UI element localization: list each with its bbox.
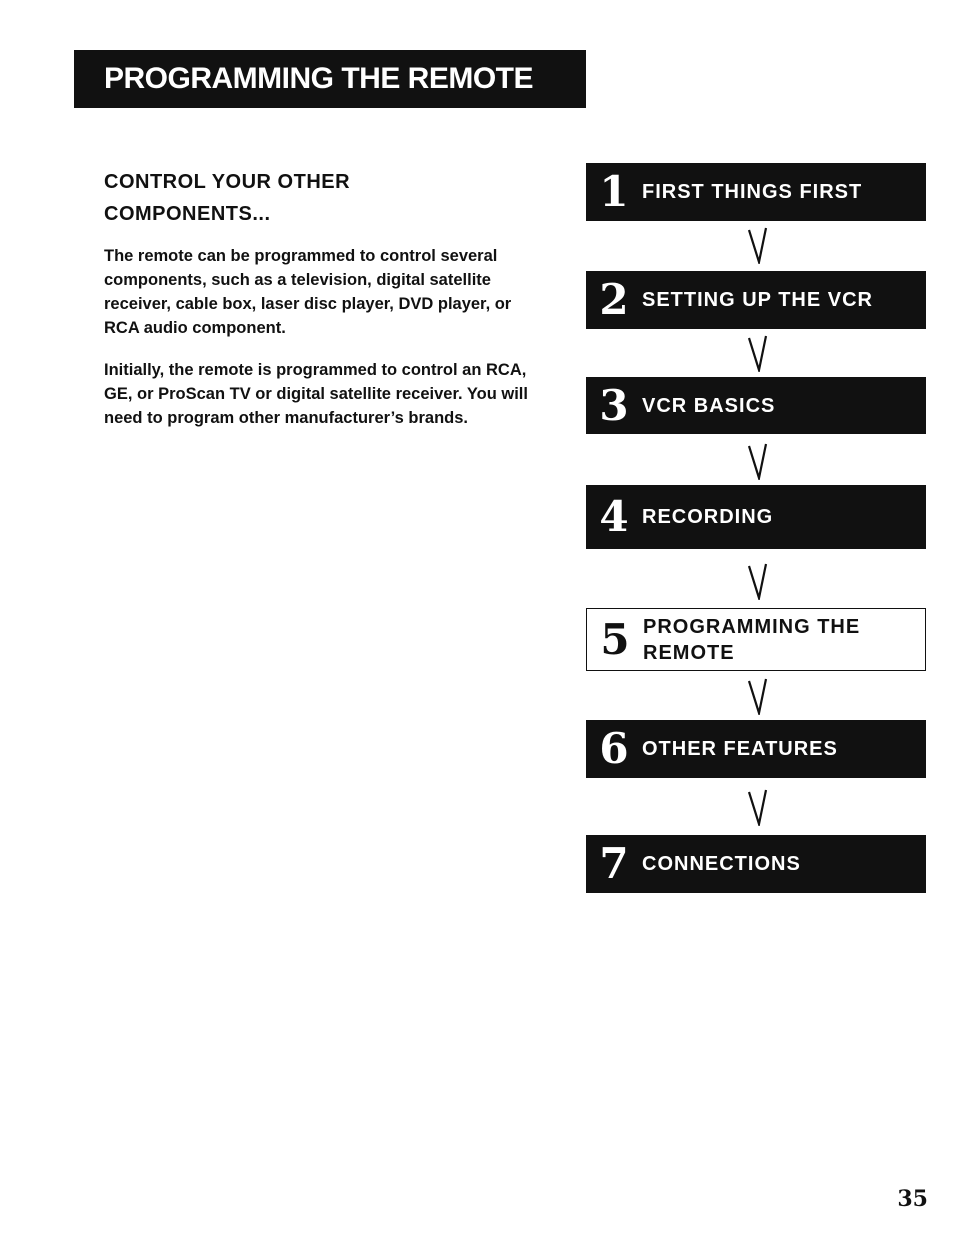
- chapter-label: VCR BASICS: [642, 394, 776, 417]
- page-title: PROGRAMMING THE REMOTE: [104, 62, 533, 95]
- chapter-3-vcr-basics: [586, 377, 926, 434]
- chapter-number: 4: [599, 492, 629, 541]
- chapter-1-first-things-first: [586, 163, 926, 221]
- flow-arrow-icon: [746, 562, 770, 600]
- chapter-number: 3: [599, 380, 629, 430]
- page-number: 35: [897, 1186, 928, 1212]
- chapter-number: 2: [599, 275, 629, 324]
- chapter-2-setting-up-the-vcr: [586, 271, 926, 329]
- section-heading-line2: COMPONENTS...: [104, 203, 271, 225]
- chapter-label: CONNECTIONS: [642, 853, 801, 875]
- chapter-5-programming-the-remote-current: [586, 608, 926, 671]
- flow-arrow-icon: [746, 677, 770, 715]
- chapter-number: 1: [599, 167, 629, 216]
- section-heading: [104, 166, 524, 230]
- page-title-bar: [74, 50, 586, 108]
- chapter-number: 6: [599, 724, 629, 773]
- chapter-number: 7: [599, 839, 629, 888]
- intro-paragraph-1: The remote can be programmed to control several components, such as a television, digital satellite receiver, cable box, laser disc player, DVD player, or RCA audio component.: [104, 247, 512, 337]
- section-heading-line1: CONTROL YOUR OTHER: [104, 171, 351, 193]
- chapter-number: 5: [600, 614, 630, 664]
- chapter-6-other-features: [586, 720, 926, 778]
- chapter-7-connections: [586, 835, 926, 893]
- flow-arrow-icon: [746, 334, 770, 372]
- chapter-label: PROGRAMMING THE REMOTE: [643, 615, 861, 664]
- intro-paragraph-2: Initially, the remote is programmed to control an RCA, GE, or ProScan TV or digital satellite receiver. You will need to program other manufacturer’s brands.: [104, 361, 528, 427]
- chapter-label: RECORDING: [642, 506, 774, 528]
- flow-arrow-icon: [746, 442, 770, 480]
- flow-arrow-icon: [746, 226, 770, 264]
- chapter-4-recording: [586, 485, 926, 549]
- chapter-label: SETTING UP THE VCR: [642, 289, 873, 311]
- flow-arrow-icon: [746, 788, 770, 826]
- chapter-label: OTHER FEATURES: [642, 738, 838, 760]
- chapter-label: FIRST THINGS FIRST: [642, 181, 863, 203]
